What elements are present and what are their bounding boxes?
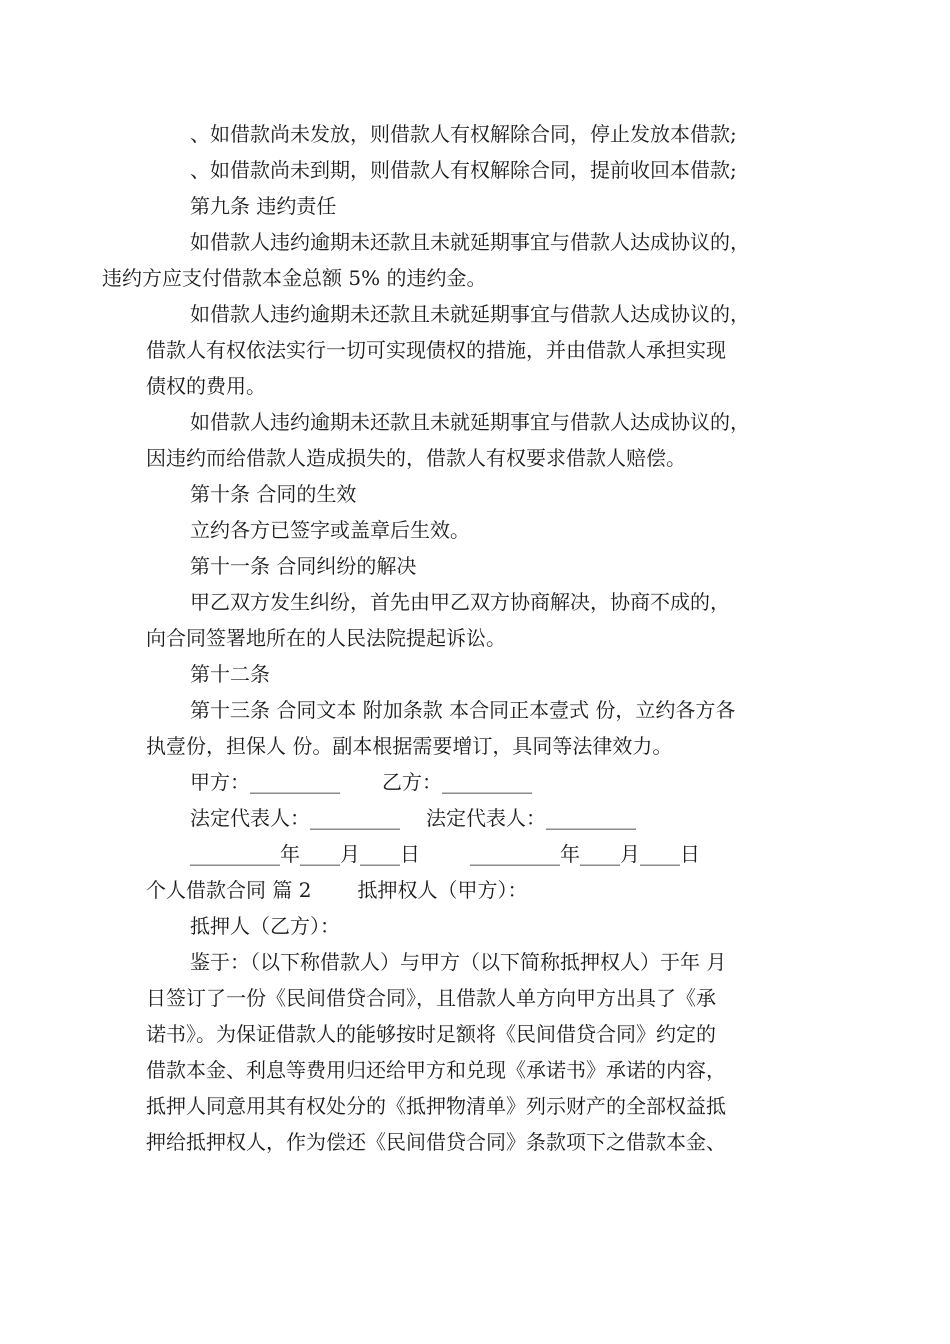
mortgagor-field: 抵押人（乙方）： — [190, 914, 340, 938]
date-a-field: _________年____月____日 — [190, 842, 420, 866]
party-b-field: 乙方：_________ — [382, 770, 532, 794]
document-body — [102, 116, 826, 1160]
text-line: 第十二条 — [190, 662, 270, 686]
article-heading — [146, 656, 826, 692]
text-line: 如借款人违约逾期未还款且未就延期事宜与借款人达成协议的， — [190, 302, 750, 326]
signature-row — [146, 764, 826, 800]
clause-line — [146, 116, 826, 152]
text-line: 第十条 合同的生效 — [190, 482, 357, 506]
text-line: 向合同签署地所在的人民法院提起诉讼。 — [146, 626, 506, 650]
date-b-field: _________年____月____日 — [470, 842, 700, 866]
rep-a-field: 法定代表人：_________ — [190, 806, 400, 830]
text-line: 第十一条 合同纠纷的解决 — [190, 554, 417, 578]
rep-b-field: 法定代表人：_________ — [426, 806, 636, 830]
text-line: 债权的费用。 — [146, 374, 266, 398]
text-line: 第十三条 合同文本 附加条款 本合同正本壹式 份，立约各方各 — [190, 698, 736, 722]
text-line: 诺书》。为保证借款人的能够按时足额将《民间借贷合同》约定的 — [146, 1022, 716, 1046]
text-line: 、如借款尚未发放，则借款人有权解除合同，停止发放本借款; — [190, 122, 737, 146]
signature-row — [146, 800, 826, 836]
text-line: 借款本金、利息等费用归还给甲方和兑现《承诺书》承诺的内容， — [146, 1058, 726, 1082]
text-line: 如借款人违约逾期未还款且未就延期事宜与借款人达成协议的， — [190, 410, 750, 434]
text-line: 执壹份，担保人 份。副本根据需要增订，具同等法律效力。 — [146, 734, 673, 758]
paragraph — [102, 224, 826, 296]
party-a-field: 甲方：_________ — [190, 770, 340, 794]
paragraph — [146, 296, 826, 404]
section-title-row — [146, 872, 826, 908]
clause-line — [146, 152, 826, 188]
paragraph — [146, 692, 826, 764]
paragraph — [146, 512, 826, 548]
mortgagee-field: 抵押权人（甲方）： — [357, 878, 528, 902]
text-line: 第九条 违约责任 — [190, 194, 337, 218]
text-line: 日签订了一份《民间借贷合同》，且借款人单方向甲方出具了《承 — [146, 986, 716, 1010]
text-line: 、如借款尚未到期，则借款人有权解除合同，提前收回本借款; — [190, 158, 737, 182]
article-heading — [146, 188, 826, 224]
text-line: 如借款人违约逾期未还款且未就延期事宜与借款人达成协议的， — [190, 230, 750, 254]
mortgagor-row — [146, 908, 826, 944]
text-line: 押给抵押权人，作为偿还《民间借贷合同》条款项下之借款本金、 — [146, 1130, 726, 1154]
text-line: 抵押人同意用其有权处分的《抵押物清单》列示财产的全部权益抵 — [146, 1094, 726, 1118]
article-heading — [146, 476, 826, 512]
section-title: 个人借款合同 篇 2 — [146, 878, 312, 902]
signature-row — [146, 836, 826, 872]
text-line: 借款人有权依法实行一切可实现债权的措施，并由借款人承担实现 — [146, 338, 726, 362]
text-line: 违约方应支付借款本金总额 5% 的违约金。 — [102, 266, 487, 290]
paragraph — [146, 404, 826, 476]
paragraph — [146, 584, 826, 656]
text-line: 鉴于：（以下称借款人）与甲方（以下简称抵押权人）于年 月 — [190, 950, 727, 974]
text-line: 因违约而给借款人造成损失的，借款人有权要求借款人赔偿。 — [146, 446, 686, 470]
article-heading — [146, 548, 826, 584]
text-line: 甲乙双方发生纠纷，首先由甲乙双方协商解决，协商不成的， — [190, 590, 730, 614]
text-line: 立约各方已签字或盖章后生效。 — [190, 518, 470, 542]
paragraph — [146, 944, 826, 1160]
